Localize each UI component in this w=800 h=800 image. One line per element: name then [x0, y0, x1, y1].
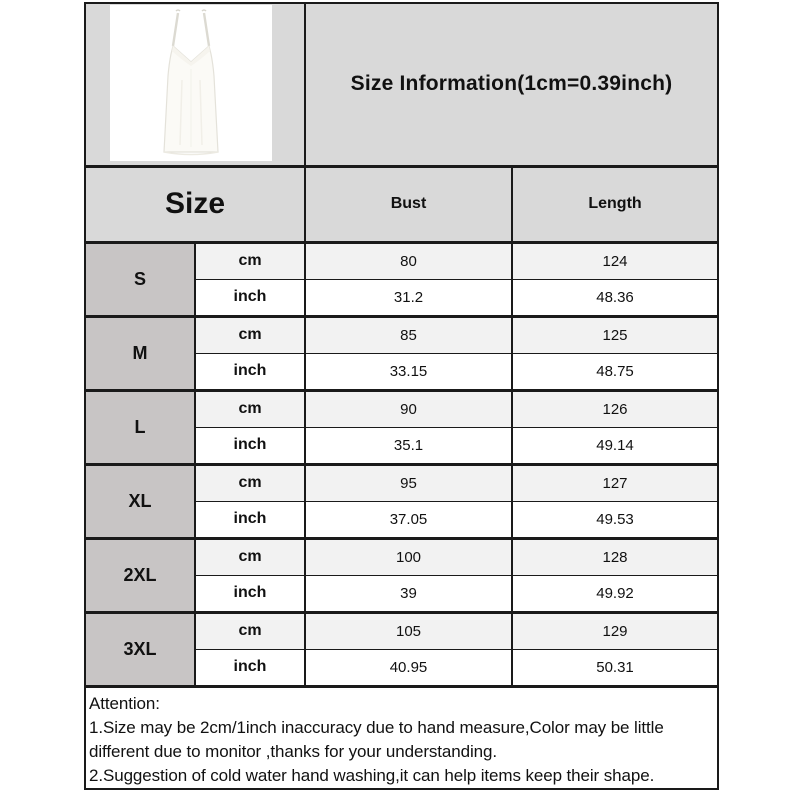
unit-label-cm: cm [195, 612, 305, 649]
length-cm-value: 126 [512, 390, 718, 427]
length-inch-value: 48.75 [512, 353, 718, 390]
attention-row [85, 686, 718, 789]
attention-line-1: 1.Size may be 2cm/1inch inaccuracy due to hand measure,Color may be little different due to monitor ,thanks for your understanding. [89, 717, 664, 761]
unit-label-inch: inch [195, 279, 305, 316]
column-header-length: Length [512, 166, 718, 242]
dress-image [110, 5, 272, 161]
bust-cm-value: 100 [305, 538, 512, 575]
unit-label-inch: inch [195, 501, 305, 538]
unit-label-inch: inch [195, 575, 305, 612]
bust-inch-value: 37.05 [305, 501, 512, 538]
attention-line-2: 2.Suggestion of cold water hand washing,it can help items keep their shape. [89, 765, 655, 785]
length-inch-value: 49.92 [512, 575, 718, 612]
table-row [85, 464, 718, 501]
length-inch-value: 50.31 [512, 649, 718, 686]
length-cm-value: 128 [512, 538, 718, 575]
unit-label-cm: cm [195, 242, 305, 279]
length-inch-value: 49.53 [512, 501, 718, 538]
size-label-2xl: 2XL [85, 538, 195, 612]
size-table [84, 2, 719, 790]
size-info-title: Size Information(1cm=0.39inch) [305, 3, 718, 166]
product-photo [110, 5, 272, 161]
size-label-s: S [85, 242, 195, 316]
length-cm-value: 125 [512, 316, 718, 353]
unit-label-cm: cm [195, 538, 305, 575]
bust-inch-value: 31.2 [305, 279, 512, 316]
bust-inch-value: 35.1 [305, 427, 512, 464]
bust-inch-value: 33.15 [305, 353, 512, 390]
header-row [85, 166, 718, 242]
unit-label-cm: cm [195, 316, 305, 353]
attention-heading: Attention: [89, 693, 160, 713]
length-cm-value: 127 [512, 464, 718, 501]
length-inch-value: 49.14 [512, 427, 718, 464]
attention-note [85, 686, 718, 789]
bust-cm-value: 105 [305, 612, 512, 649]
size-label-m: M [85, 316, 195, 390]
top-row [85, 3, 718, 166]
bust-cm-value: 85 [305, 316, 512, 353]
bust-cm-value: 90 [305, 390, 512, 427]
unit-label-inch: inch [195, 649, 305, 686]
table-row [85, 242, 718, 279]
unit-label-inch: inch [195, 427, 305, 464]
table-row [85, 538, 718, 575]
table-row [85, 390, 718, 427]
unit-label-cm: cm [195, 390, 305, 427]
column-header-size: Size [85, 166, 305, 242]
column-header-bust: Bust [305, 166, 512, 242]
length-cm-value: 129 [512, 612, 718, 649]
length-cm-value: 124 [512, 242, 718, 279]
unit-label-inch: inch [195, 353, 305, 390]
bust-inch-value: 39 [305, 575, 512, 612]
size-label-l: L [85, 390, 195, 464]
table-row [85, 316, 718, 353]
length-inch-value: 48.36 [512, 279, 718, 316]
size-label-3xl: 3XL [85, 612, 195, 686]
bust-inch-value: 40.95 [305, 649, 512, 686]
unit-label-cm: cm [195, 464, 305, 501]
table-row [85, 612, 718, 649]
bust-cm-value: 95 [305, 464, 512, 501]
bust-cm-value: 80 [305, 242, 512, 279]
product-image-cell [85, 3, 305, 166]
size-label-xl: XL [85, 464, 195, 538]
